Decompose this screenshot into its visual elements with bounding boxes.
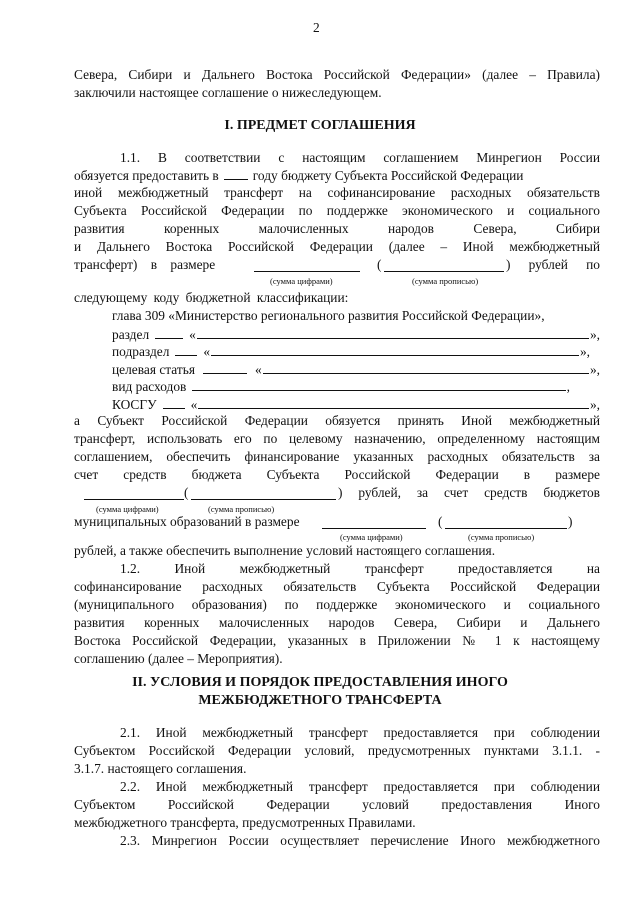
year-blank-field[interactable]	[224, 167, 248, 180]
caption-words: (сумма прописью)	[468, 532, 535, 542]
kbk-label: подраздел	[112, 344, 170, 359]
kbk-razdel-row	[112, 326, 600, 343]
paragraph-line: рублей, а также обеспечить выполнение условий настоящего соглашения.	[74, 543, 496, 558]
caption-digits: (сумма цифрами)	[340, 532, 403, 542]
caption-words: (сумма прописью)	[412, 276, 479, 286]
paragraph-line: Субъекта Российской Федерации по поддержке экономического и социального	[74, 203, 600, 218]
paragraph-line: софинансирование расходных обязательств Субъекта Российской Федерации	[74, 579, 600, 594]
kbk-label: раздел	[112, 327, 150, 342]
section-heading: МЕЖБЮДЖЕТНОГО ТРАНСФЕРТА	[198, 693, 442, 708]
kbk-podrazdel-row	[112, 343, 590, 360]
paragraph-line: (муниципального образования) по поддержке экономического и социального	[74, 597, 600, 612]
kbk-label: вид расходов	[112, 379, 187, 394]
paragraph-line: 1.2. Иной межбюджетный трансферт предоставляется на	[120, 561, 600, 576]
kbk-label: целевая статья	[112, 362, 196, 377]
paren-open: (	[184, 485, 189, 500]
paragraph-line: развития коренных малочисленных народов Севера, Сибири	[74, 221, 600, 236]
kbk-label: КОСГУ	[112, 397, 157, 412]
quote-open: «	[189, 327, 196, 342]
page-number: 2	[313, 20, 320, 35]
paragraph-line: и Дальнего Востока Российской Федерации (далее – Иной межбюджетный	[74, 239, 600, 254]
comma: ,	[566, 379, 570, 394]
paragraph-line: соглашением, обеспечить финансирование указанных расходных обязательств за	[74, 449, 600, 464]
paragraph-line: иной межбюджетный трансферт на софинансирование расходных обязательств	[74, 185, 600, 200]
razdel-code-field[interactable]	[155, 326, 183, 339]
quote-open: «	[203, 344, 211, 359]
paren-open: (	[438, 514, 443, 529]
intro-line: заключили настоящее соглашение о нижеследующем.	[74, 85, 382, 100]
amount-digits-field[interactable]	[254, 259, 360, 272]
text-fragment: трансферт) в размере	[74, 257, 216, 272]
razdel-name-field[interactable]	[197, 326, 589, 339]
podrazdel-name-field[interactable]	[211, 343, 579, 356]
quote-close: »,	[589, 327, 600, 342]
kosgu-name-field[interactable]	[198, 396, 589, 409]
text-fragment: обязуется предоставить в	[74, 168, 219, 183]
subject-amount-words-field[interactable]	[191, 487, 336, 500]
quote-open: «	[190, 397, 198, 412]
caption-digits: (сумма цифрами)	[96, 504, 159, 514]
municipal-amount-digits-field[interactable]	[322, 516, 426, 529]
paragraph-line: счет средств бюджета Субъекта Российской Федерации в размере	[74, 467, 600, 482]
subject-amount-digits-field[interactable]	[84, 487, 184, 500]
paragraph-line: 2.2. Иной межбюджетный трансферт предоставляется при соблюдении	[120, 779, 600, 794]
paragraph-line: Востока Российской Федерации, указанных в Приложении № 1 к настоящему	[74, 633, 600, 648]
quote-open: «	[255, 362, 262, 377]
paragraph-line: развития коренных малочисленных народов Севера, Сибири и Дальнего	[74, 615, 600, 630]
paragraph-line: Субъектом Российской Федерации условий предоставления Иного	[74, 797, 600, 812]
paragraph-line: 1.1. В соответствии с настоящим соглашением Минрегион России	[120, 150, 600, 165]
paragraph-line: трансферт, использовать его по целевому назначению, определенному настоящим	[74, 431, 600, 446]
paragraph-line: межбюджетного трансферта, предусмотренных Правилами.	[74, 815, 416, 830]
text-fragment: ) рублей, за счет средств бюджетов	[338, 485, 600, 500]
caption-words: (сумма прописью)	[208, 504, 275, 514]
quote-close: »,	[589, 362, 600, 377]
celevaya-code-field[interactable]	[203, 361, 247, 374]
kbk-glava: глава 309 «Министерство регионального развития Российской Федерации»,	[112, 308, 545, 323]
quote-close: »,	[589, 397, 600, 412]
paragraph-line	[74, 167, 600, 184]
kbk-kosgu-row	[112, 396, 600, 413]
paragraph-line: 3.1.7. настоящего соглашения.	[74, 761, 247, 776]
intro-line: Севера, Сибири и Дальнего Востока Российской Федерации» (далее – Правила)	[74, 67, 600, 82]
caption-digits: (сумма цифрами)	[270, 276, 333, 286]
section-heading: II. УСЛОВИЯ И ПОРЯДОК ПРЕДОСТАВЛЕНИЯ ИНОГО	[132, 675, 508, 690]
paragraph-line	[74, 514, 600, 530]
text-fragment: ) рублей по	[506, 257, 600, 272]
paragraph-line: 2.1. Иной межбюджетный трансферт предоставляется при соблюдении	[120, 725, 600, 740]
text-fragment: муниципальных образований в размере	[74, 514, 300, 529]
paragraph-line	[74, 257, 600, 273]
paren-open: (	[377, 257, 382, 272]
section-heading: I. ПРЕДМЕТ СОГЛАШЕНИЯ	[224, 118, 416, 133]
celevaya-name-field[interactable]	[263, 361, 589, 374]
municipal-amount-words-field[interactable]	[445, 516, 567, 529]
kbk-celevaya-row	[112, 361, 600, 378]
paragraph-line: соглашению (далее – Мероприятия).	[74, 651, 283, 666]
vid-rashodov-field[interactable]	[192, 378, 565, 391]
quote-close: »,	[579, 344, 590, 359]
podrazdel-code-field[interactable]	[175, 343, 197, 356]
text-fragment: году бюджету Субъекта Российской Федерации	[252, 168, 524, 183]
paragraph-line: Субъектом Российской Федерации условий, предусмотренных пунктами 3.1.1. -	[74, 743, 600, 758]
kosgu-code-field[interactable]	[163, 396, 185, 409]
paragraph-line: а Субъект Российской Федерации обязуется принять Иной межбюджетный	[74, 413, 600, 428]
kbk-vid-row	[112, 378, 570, 395]
paren-close: )	[568, 514, 573, 529]
paragraph-line: следующему коду бюджетной классификации:	[74, 290, 349, 305]
paragraph-line: 2.3. Минрегион России осуществляет перечисление Иного межбюджетного	[120, 833, 600, 848]
amount-words-field[interactable]	[384, 259, 504, 272]
